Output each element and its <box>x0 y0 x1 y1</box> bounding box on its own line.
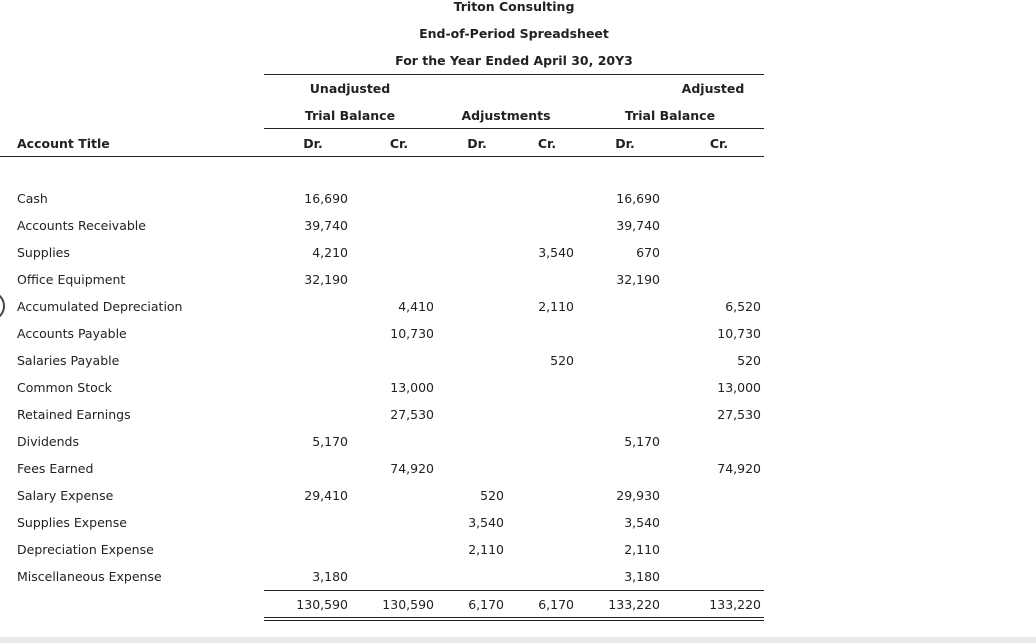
atb-dr-cell: 3,180 <box>624 569 660 584</box>
atb-cr-cell: 27,530 <box>717 407 761 422</box>
account-name: Office Equipment <box>17 272 126 287</box>
account-name: Dividends <box>17 434 79 449</box>
bottom-bar <box>0 637 1036 643</box>
totals-rule <box>264 590 764 591</box>
atb-dr-heading: Dr. <box>615 136 635 151</box>
utb-cr-cell: 4,410 <box>398 299 434 314</box>
atb-dr-cell: 29,930 <box>616 488 660 503</box>
atb-cr-cell: 74,920 <box>717 461 761 476</box>
adj-cr-cell: 3,540 <box>538 245 574 260</box>
adjusted-heading: Adjusted <box>681 81 745 96</box>
atb-dr-cell: 670 <box>636 245 660 260</box>
adjusted-trial-balance-heading: Trial Balance <box>624 108 716 123</box>
adj-dr-cell: 520 <box>480 488 504 503</box>
account-name: Supplies <box>17 245 70 260</box>
account-name: Accumulated Depreciation <box>17 299 183 314</box>
atb-cr-cell: 10,730 <box>717 326 761 341</box>
account-title-heading: Account Title <box>17 136 110 151</box>
utb-dr-cell: 3,180 <box>312 569 348 584</box>
account-name: Fees Earned <box>17 461 94 476</box>
column-header-rule <box>0 156 764 157</box>
utb-dr-cell: 16,690 <box>304 191 348 206</box>
adj-cr-cell: 520 <box>550 353 574 368</box>
period-title: For the Year Ended April 30, 20Y3 <box>395 53 633 68</box>
company-name: Triton Consulting <box>453 0 575 14</box>
account-name: Supplies Expense <box>17 515 127 530</box>
utb-dr-cell: 32,190 <box>304 272 348 287</box>
total-utb-dr: 130,590 <box>296 597 348 612</box>
account-name: Miscellaneous Expense <box>17 569 162 584</box>
atb-dr-cell: 5,170 <box>624 434 660 449</box>
atb-dr-cell: 3,540 <box>624 515 660 530</box>
atb-cr-cell: 13,000 <box>717 380 761 395</box>
total-adj-dr: 6,170 <box>468 597 504 612</box>
adj-cr-cell: 2,110 <box>538 299 574 314</box>
adjustments-heading: Adjustments <box>461 108 551 123</box>
adj-dr-cell: 3,540 <box>468 515 504 530</box>
adj-cr-heading: Cr. <box>537 136 557 151</box>
selection-circle-mark <box>0 291 5 321</box>
atb-dr-cell: 2,110 <box>624 542 660 557</box>
atb-dr-cell: 32,190 <box>616 272 660 287</box>
atb-cr-heading: Cr. <box>709 136 729 151</box>
double-rule-bottom <box>264 620 764 621</box>
utb-dr-cell: 5,170 <box>312 434 348 449</box>
account-name: Salary Expense <box>17 488 114 503</box>
account-name: Cash <box>17 191 48 206</box>
account-name: Common Stock <box>17 380 112 395</box>
account-name: Depreciation Expense <box>17 542 154 557</box>
adj-dr-heading: Dr. <box>467 136 487 151</box>
atb-dr-cell: 39,740 <box>616 218 660 233</box>
account-name: Salaries Payable <box>17 353 120 368</box>
unadjusted-heading: Unadjusted <box>309 81 391 96</box>
header-rule <box>264 74 764 75</box>
utb-cr-cell: 27,530 <box>390 407 434 422</box>
utb-cr-cell: 10,730 <box>390 326 434 341</box>
unadjusted-trial-balance-heading: Trial Balance <box>304 108 396 123</box>
total-utb-cr: 130,590 <box>382 597 434 612</box>
utb-dr-cell: 39,740 <box>304 218 348 233</box>
utb-cr-cell: 13,000 <box>390 380 434 395</box>
total-atb-cr: 133,220 <box>709 597 761 612</box>
atb-dr-cell: 16,690 <box>616 191 660 206</box>
utb-cr-cell: 74,920 <box>390 461 434 476</box>
group-rule <box>264 128 764 129</box>
atb-cr-cell: 6,520 <box>725 299 761 314</box>
account-name: Retained Earnings <box>17 407 131 422</box>
adj-dr-cell: 2,110 <box>468 542 504 557</box>
double-rule-top <box>264 617 764 618</box>
utb-dr-cell: 29,410 <box>304 488 348 503</box>
account-name: Accounts Payable <box>17 326 127 341</box>
utb-dr-cell: 4,210 <box>312 245 348 260</box>
spreadsheet-title: End-of-Period Spreadsheet <box>419 26 609 41</box>
total-atb-dr: 133,220 <box>608 597 660 612</box>
utb-cr-heading: Cr. <box>389 136 409 151</box>
atb-cr-cell: 520 <box>737 353 761 368</box>
total-adj-cr: 6,170 <box>538 597 574 612</box>
account-name: Accounts Receivable <box>17 218 146 233</box>
utb-dr-heading: Dr. <box>303 136 323 151</box>
